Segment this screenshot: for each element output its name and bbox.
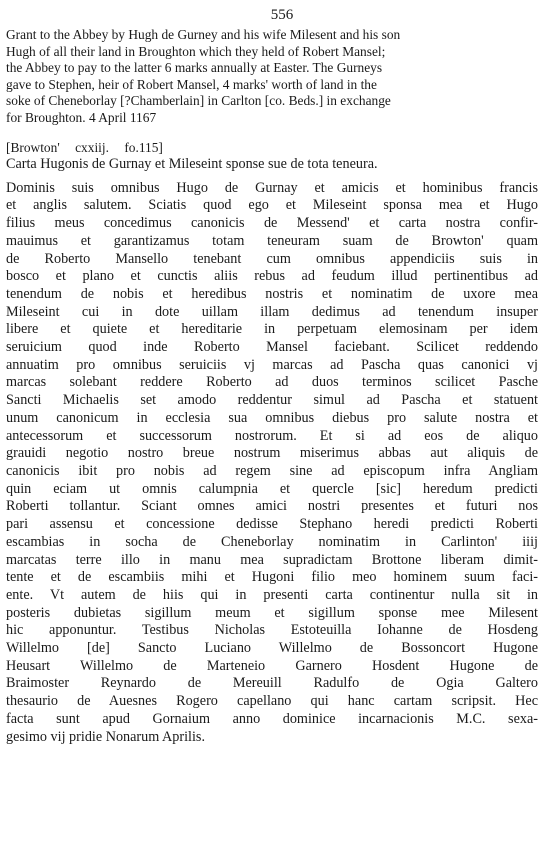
charter-line: marcatas terre illo in manu mea supradictam Brottone liberam dimit- (6, 551, 538, 568)
charter-line: Roberti tollantur. Sciant omnes amici nostri presentes et futuri nos (6, 498, 538, 515)
source-folio: fo.115] (124, 139, 163, 155)
charter-line: posteris dubietas sigillum meum et sigillum sponse mee Milesent (6, 604, 538, 621)
charter-line: antecessorum et successorum nostrorum. Et si ad eos de aliquo (6, 427, 538, 444)
summary-line: for Broughton. 4 April 1167 (6, 109, 157, 125)
charter-line: libere et quiete et hereditarie in perpetuam elemosinam per idem (6, 321, 538, 338)
charter-line: filius meus concedimus canonicis de Messend' et carta nostra confir- (6, 215, 538, 232)
english-summary (6, 27, 538, 127)
charter-line: annuatim pro omnibus seruiciis vj marcas ad Pascha quas canonici vj (6, 356, 538, 373)
charter-line: Sancti Michaelis set amodo reddentur simul ad Pascha et statuent (6, 392, 538, 409)
charter-line: grauidi negotio nostro breue nostrum miserimus abbas aut aliquis de (6, 445, 538, 462)
page-number: 556 (270, 7, 294, 23)
charter-line: tente et de escambiis mihi et Hugoni filio meo hominem suum faci- (6, 569, 538, 586)
summary-line: soke of Cheneborlay [?Chamberlain] in Carlton [co. Beds.] in exchange (6, 93, 391, 109)
charter-line: et anglis salutem. Sciatis quod ego et Mileseint sponsa mea et Hugo (6, 197, 538, 214)
charter-line: pari assensu et concessione dedisse Stephano heredi predicti Roberti (6, 516, 538, 533)
charter-line: quin eciam ut omnis calumpnia et quercle [sic] heredum predicti (6, 480, 538, 497)
charter-line: Mileseint cui in dote uillam illam dedimus ad tenendum insuper (6, 303, 538, 320)
source-name: [Browton' (6, 139, 60, 155)
charter-line: gesimo vij pridie Nonarum Aprilis. (6, 728, 205, 745)
charter-line: marcas solebant reddere Roberto ad duos terminos scilicet Pasche (6, 374, 538, 391)
charter-line: tenendum de nobis et heredibus nostris et nominatim de uxore mea (6, 285, 538, 302)
charter-line: unum canonicum in ecclesia sua omnibus diebus pro salute nostra et (6, 409, 538, 426)
charter-line: seruicium quod inde Roberto Mansel faciebant. Scilicet reddendo (6, 339, 538, 356)
charter-line: de Roberto Mansello tenebant cum omnibus appendiciis suis in (6, 250, 538, 267)
charter-line: facta sunt apud Gornaium anno dominice incarnacionis M.C. sexa- (6, 710, 538, 727)
charter-line: Dominis suis omnibus Hugo de Gurnay et amicis et hominibus francis (6, 179, 538, 196)
charter-line: bosco et plano et cunctis aliis rebus ad feudum illud pertinentibus ad (6, 268, 538, 285)
charter-line: ente. Vt autem de hiis qui in presenti carta continentur nulla sit in (6, 586, 538, 603)
charter-line: Braimoster Reynardo de Mereuill Radulfo de Ogia Galtero (6, 675, 538, 692)
summary-line: gave to Stephen, heir of Robert Mansel, 4 marks' worth of land in the (6, 76, 377, 92)
summary-line: Grant to the Abbey by Hugh de Gurney and his wife Milesent and his son (6, 27, 401, 42)
charter-line: Heusart Willelmo de Marteneio Garnero Hosdent Hugone de (6, 657, 538, 674)
charter-line: mauimus et garantizamus totam teneuram suam de Browton' quam (6, 232, 538, 249)
charter-line: Willelmo [de] Sancto Luciano Willelmo de Bossoncort Hugone (6, 640, 538, 657)
charter-text (6, 180, 538, 747)
charter-line: thesaurio de Auesnes Rogero capellano qui hanc cartam scripsit. Hec (6, 693, 538, 710)
charter-heading: Carta Hugonis de Gurnay et Mileseint sponse sue de tota teneura. (6, 156, 378, 173)
summary-line: Hugh of all their land in Broughton which they held of Robert Mansel; (6, 43, 386, 59)
charter-line: hic apponuntur. Testibus Nicholas Estoteuilla Iohanne de Hosdeng (6, 622, 538, 639)
summary-line: the Abbey to pay to the latter 6 marks annually at Easter. The Gurneys (6, 60, 383, 76)
charter-line: canonicis ibit pro nobis ad regem sine ad episcopum infra Angliam (6, 463, 538, 479)
source-folio-number: cxxiij. (75, 139, 109, 155)
source-reference (6, 140, 538, 157)
charter-line: escambias in socha de Cheneborlay nominatim in Carlinton' iiij (6, 533, 538, 550)
